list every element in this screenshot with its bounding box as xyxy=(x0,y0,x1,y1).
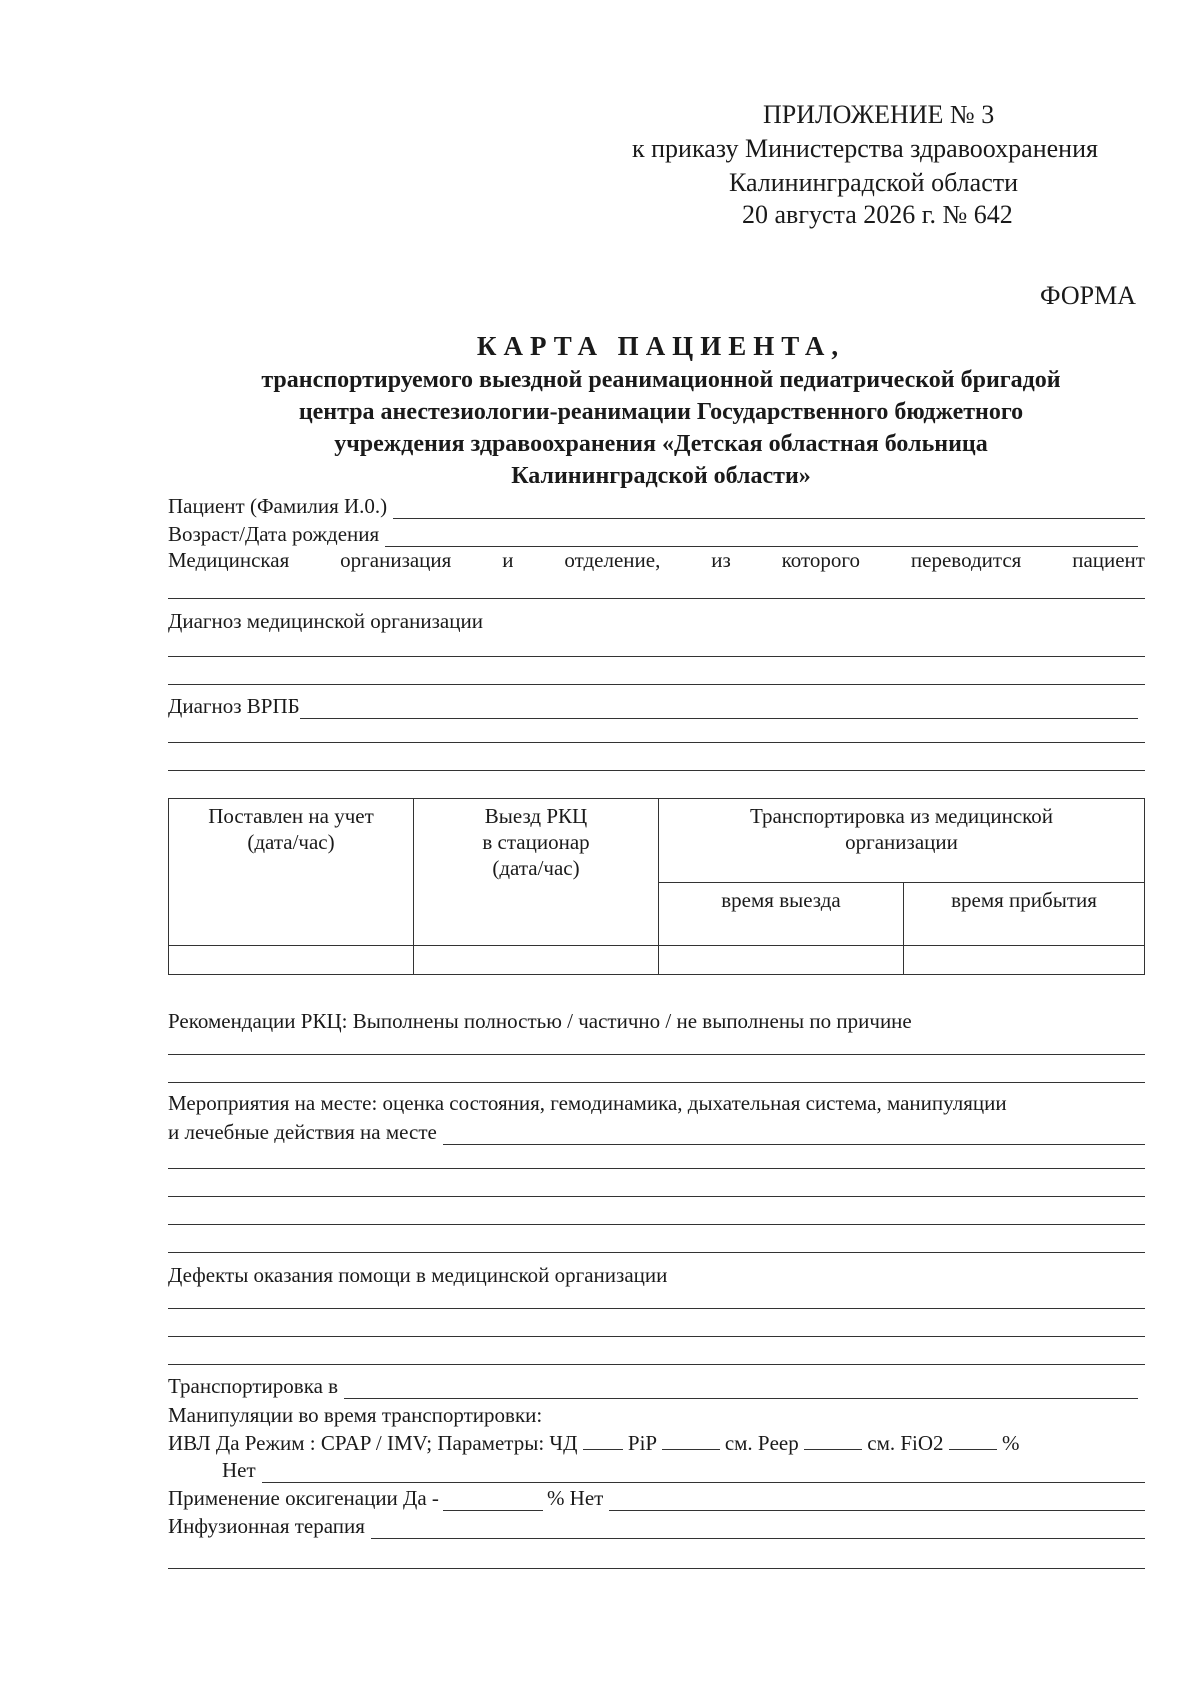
departure-header xyxy=(414,799,659,946)
departure-header-line-3: (дата/час) xyxy=(492,856,580,880)
appendix-number: ПРИЛОЖЕНИЕ № 3 xyxy=(763,100,995,129)
patient-name-field[interactable] xyxy=(168,494,1145,519)
word: отделение, xyxy=(564,548,661,572)
infusion-line[interactable] xyxy=(371,1520,1145,1539)
order-date: 20 августа 2026 г. № 642 xyxy=(742,200,1013,229)
departure-header-line-2: в стационар xyxy=(482,830,590,854)
med-org-line[interactable] xyxy=(168,598,1145,599)
patient-name-label: Пациент (Фамилия И.0.) xyxy=(168,494,388,518)
measures-line-4[interactable] xyxy=(168,1224,1145,1225)
word: которого xyxy=(781,548,861,572)
defects-line-2[interactable] xyxy=(168,1336,1145,1337)
registered-header-line-2: (дата/час) xyxy=(247,830,335,854)
order-reference: к приказу Министерства здравоохранения xyxy=(632,134,1098,163)
fio2-input[interactable] xyxy=(949,1431,997,1450)
resp-rate-input[interactable] xyxy=(583,1431,623,1450)
word: пациент xyxy=(1072,548,1145,572)
oxygenation-line[interactable] xyxy=(609,1492,1145,1511)
word: из xyxy=(711,548,731,572)
diagnosis-vrpb-line-2[interactable] xyxy=(168,742,1145,743)
oxygenation-label: Применение оксигенации Да - xyxy=(168,1486,439,1510)
diagnosis-org-line-2[interactable] xyxy=(168,684,1145,685)
transport-header-line-2: организации xyxy=(845,830,958,854)
defects-line-1[interactable] xyxy=(168,1308,1145,1309)
oxygenation-no-label: % Нет xyxy=(546,1486,604,1510)
transport-to-field[interactable] xyxy=(168,1374,1138,1399)
oxygenation-percent-input[interactable] xyxy=(443,1492,543,1511)
table-cell-departure[interactable] xyxy=(414,946,659,975)
measures-label: Мероприятия на месте: оценка состояния, гемодинамика, дыхательная система, манипуляции xyxy=(168,1091,1007,1115)
peep-input[interactable] xyxy=(804,1431,862,1450)
diagnosis-vrpb-field[interactable] xyxy=(168,694,1138,719)
measures-field[interactable] xyxy=(168,1120,1145,1145)
transport-header-line-1: Транспортировка из медицинской xyxy=(749,804,1054,828)
document-title: КАРТА ПАЦИЕНТА, xyxy=(476,331,846,361)
peep-label: см. Peep xyxy=(724,1431,799,1455)
title-line-4: Калининградской области» xyxy=(511,463,811,489)
defects-label: Дефекты оказания помощи в медицинской организации xyxy=(168,1263,668,1287)
pip-label: PiP xyxy=(627,1431,657,1455)
measures-line-3[interactable] xyxy=(168,1196,1145,1197)
departure-header-line-1: Выезд РКЦ xyxy=(484,804,588,828)
diagnosis-org-line-1[interactable] xyxy=(168,656,1145,657)
table-cell-registered[interactable] xyxy=(169,946,414,975)
title-line-1: транспортируемого выездной реанимационной педиатрической бригадой xyxy=(261,367,1061,393)
title-line-3: учреждения здравоохранения «Детская областная больница xyxy=(334,431,988,457)
title-line-2: центра анестезиологии-реанимации Государственного бюджетного xyxy=(298,399,1024,425)
word: Медицинская xyxy=(168,548,290,572)
arrival-time-header: время прибытия xyxy=(904,882,1145,945)
word: организация xyxy=(340,548,452,572)
departure-time-header: время выезда xyxy=(659,882,904,945)
region-name: Калининградской области xyxy=(729,168,1019,197)
age-label: Возраст/Дата рождения xyxy=(168,522,380,546)
diagnosis-vrpb-line[interactable] xyxy=(300,700,1138,719)
manipulations-label: Манипуляции во время транспортировки: xyxy=(168,1403,543,1427)
defects-line-3[interactable] xyxy=(168,1364,1145,1365)
recommendations-label: Рекомендации РКЦ: Выполнены полностью / частично / не выполнены по причине xyxy=(168,1009,912,1033)
registered-header-line-1: Поставлен на учет xyxy=(208,804,374,828)
measures-line[interactable] xyxy=(443,1126,1145,1145)
percent-sign: % xyxy=(1002,1431,1020,1455)
transport-to-line[interactable] xyxy=(344,1380,1138,1399)
recommendations-line-2[interactable] xyxy=(168,1082,1145,1083)
word: переводится xyxy=(910,548,1022,572)
measures-line-2[interactable] xyxy=(168,1168,1145,1169)
ventilation-no-line[interactable] xyxy=(262,1464,1145,1483)
measures-label-2: и лечебные действия на месте xyxy=(168,1120,437,1144)
diagnosis-vrpb-line-3[interactable] xyxy=(168,770,1145,771)
measures-line-5[interactable] xyxy=(168,1252,1145,1253)
table-cell-departure-time[interactable] xyxy=(659,946,904,975)
form-label: ФОРМА xyxy=(1040,281,1136,310)
transport-header xyxy=(659,799,1145,883)
word: и xyxy=(502,548,514,572)
timing-table xyxy=(168,798,1145,975)
fio2-label: см. FiO2 xyxy=(867,1431,944,1455)
diagnosis-vrpb-label: Диагноз ВРПБ xyxy=(168,694,300,718)
infusion-label: Инфузионная терапия xyxy=(168,1514,365,1538)
ventilation-no-field[interactable] xyxy=(222,1458,1145,1483)
transport-to-label: Транспортировка в xyxy=(168,1374,339,1398)
infusion-line-2[interactable] xyxy=(168,1568,1145,1569)
patient-name-line[interactable] xyxy=(393,500,1145,519)
ventilation-row xyxy=(168,1430,1020,1456)
infusion-field[interactable] xyxy=(168,1514,1145,1539)
table-cell-arrival-time[interactable] xyxy=(904,946,1145,975)
ventilation-no-label: Нет xyxy=(222,1458,256,1482)
age-field[interactable] xyxy=(168,522,1138,547)
age-line[interactable] xyxy=(385,528,1138,547)
registered-header xyxy=(169,799,414,946)
med-org-label xyxy=(168,548,1145,573)
recommendations-line-1[interactable] xyxy=(168,1054,1145,1055)
ventilation-label: ИВЛ Да Режим : CPAP / IMV; Параметры: ЧД xyxy=(168,1431,578,1455)
diagnosis-org-label: Диагноз медицинской организации xyxy=(168,609,483,633)
oxygenation-field[interactable] xyxy=(168,1486,1145,1511)
pip-input[interactable] xyxy=(662,1431,720,1450)
